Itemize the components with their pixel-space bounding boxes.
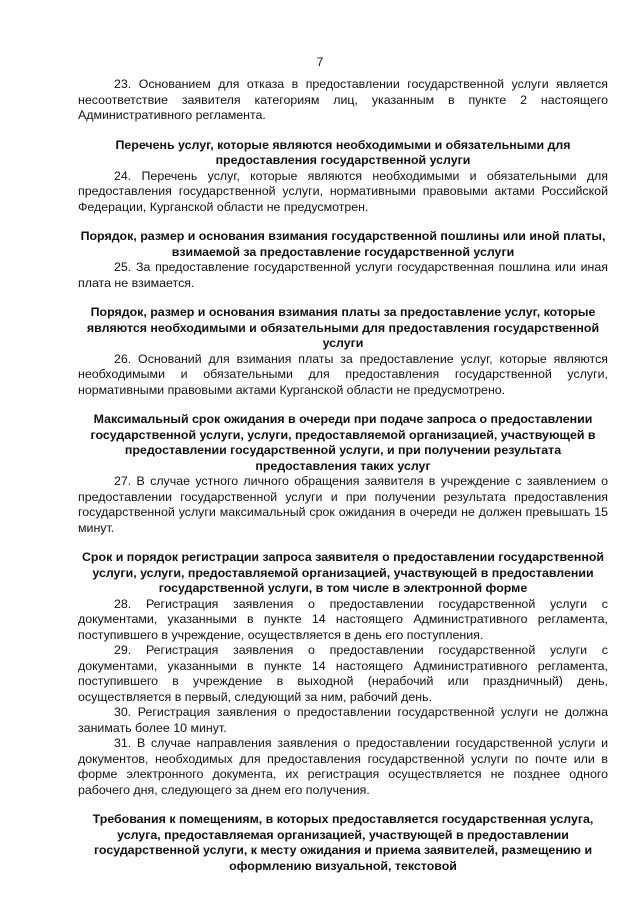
- paragraph-23: 23. Основанием для отказа в предоставлении государственной услуги является несоответствие заявителя категориям лиц, указанным в пункте 2 настоящего Административного регламента.: [78, 77, 608, 122]
- section-heading-premises-requirements: Требования к помещениям, в которых предоставляется государственная услуга, услуга, предоставляемая организацией, участвующей в предоставлении государственной услуги, к месту ожидания и приема заявителей, размещению и оформлению визуальной, текстовой: [92, 812, 594, 873]
- section-heading-payment-for-services: Порядок, размер и основания взимания платы за предоставление услуг, которые являются необходимыми и обязательными для предоставления государственной услуги: [86, 305, 600, 350]
- paragraph-30: 30. Регистрация заявления о предоставлении государственной услуги не должна занимать более 10 минут.: [78, 705, 608, 735]
- section-heading-required-services: Перечень услуг, которые являются необходимыми и обязательными для предоставления государственной услуги: [115, 137, 571, 167]
- paragraph-28: 28. Регистрация заявления о предоставлении государственной услуги с документами, указанными в пункте 14 настоящего Административного регламента, поступившего в учреждение, осуществляется в день его поступления.: [78, 596, 608, 642]
- paragraph-27: 27. В случае устного личного обращения заявителя в учреждение с заявлением о предоставлении государственной услуги и при получении результата предоставления государственной услуги максимальный срок ожидания в очереди не должен превышать 15 минут.: [78, 474, 608, 535]
- paragraph-29: 29. Регистрация заявления о предоставлении государственной услуги с документами, указанными в пункте 14 настоящего Административного регламента, поступившего в учреждение в выходной (нерабочий или праздничный) день, осуществляется в первый, следующий за ним, рабочий день.: [78, 643, 608, 704]
- section-heading-queue-waiting-time: Максимальный срок ожидания в очереди при подаче запроса о предоставлении государственной услуги, услуги, предоставляемой организацией, участвующей в предоставлении государственной услуги, и при получении результата предоставления таких услуг: [90, 412, 596, 473]
- section-heading-request-registration: Срок и порядок регистрации запроса заявителя о предоставлении государственной услуги, услуги, предоставляемой организацией, участвующей в предоставлении государственной услуги, в том числе в электронной форме: [81, 550, 605, 595]
- section-heading-state-fee: Порядок, размер и основания взимания государственной пошлины или иной платы, взимаемой за предоставление государственной услуги: [80, 229, 606, 259]
- paragraph-31: 31. В случае направления заявления о предоставлении государственной услуги и документов, необходимых для предоставления государственной услуги по почте или в форме электронного документа, их регистрация осуществляется не позднее одного рабочего дня, следующего за днем его получения.: [78, 736, 608, 797]
- document-body: [78, 77, 608, 874]
- page-number: 7: [316, 55, 324, 69]
- paragraph-26: 26. Оснований для взимания платы за предоставление услуг, которые являются необходимыми и обязательными для предоставления государственной услуги, нормативными правовыми актами Курганской области не предусмотрено.: [78, 351, 608, 397]
- paragraph-25: 25. За предоставление государственной услуги государственная пошлина или иная плата не взимается.: [78, 260, 608, 290]
- paragraph-24: 24. Перечень услуг, которые являются необходимыми и обязательными для предоставления государственной услуги, нормативными правовыми актами Российской Федерации, Курганской области не предусмотрен.: [78, 168, 608, 214]
